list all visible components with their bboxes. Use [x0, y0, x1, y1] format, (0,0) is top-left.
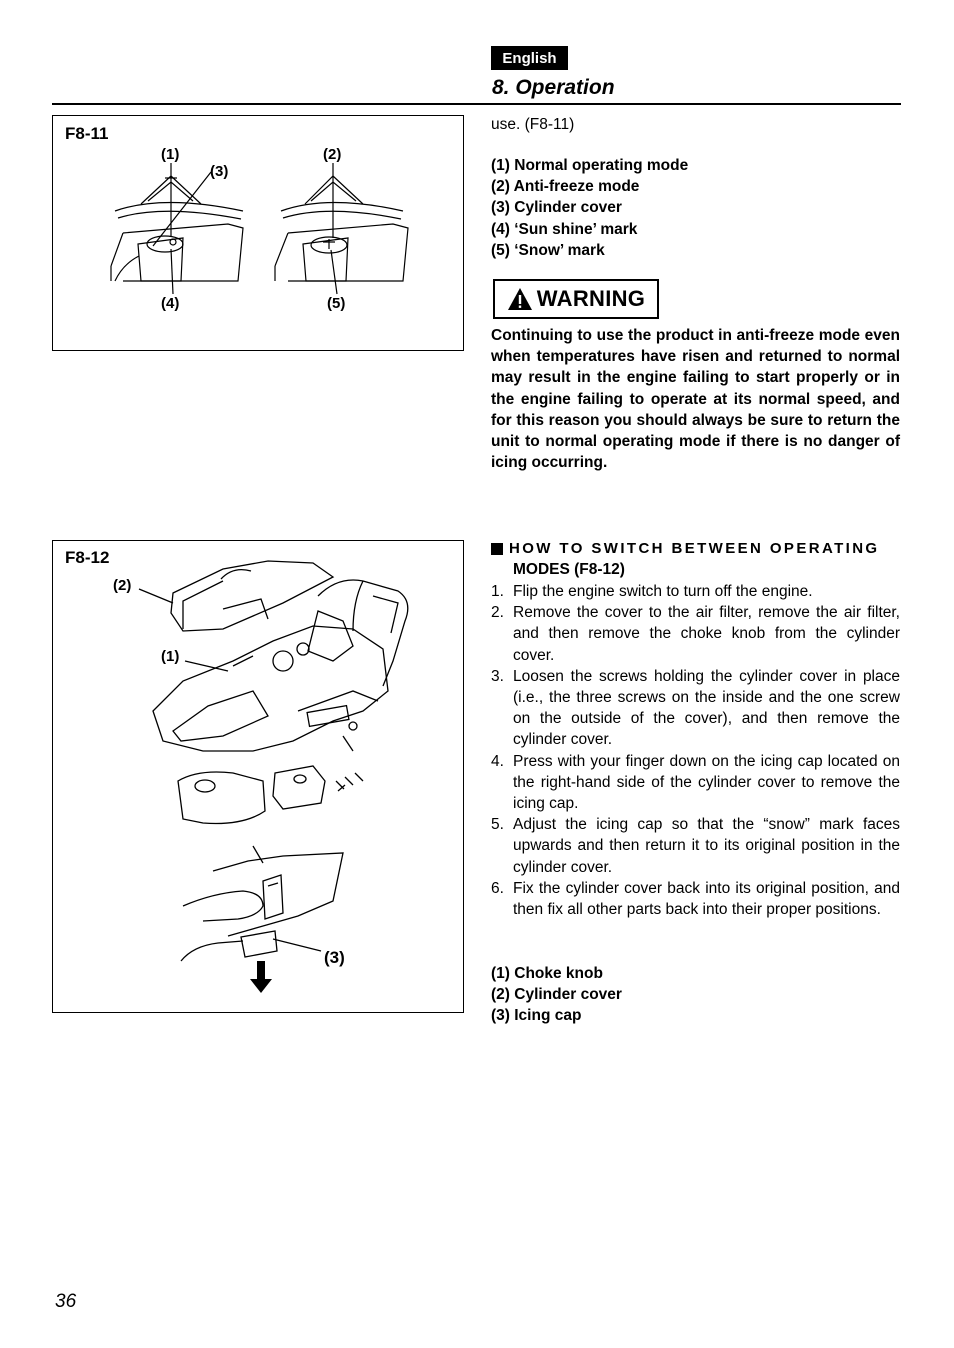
- legend-item: (2) Cylinder cover: [491, 986, 622, 1004]
- step-text: Press with your finger down on the icing cap located on the right-hand side of the cylinder cover to remove the icing cap.: [513, 752, 900, 813]
- callout-3: (3): [210, 163, 229, 180]
- step-number: 2.: [491, 604, 504, 622]
- callout-2: (2): [323, 146, 342, 163]
- callout-4: (4): [161, 295, 180, 312]
- step-text: Remove the cover to the air filter, remove the air filter, and then remove the choke knob from the cylinder cover.: [513, 604, 900, 664]
- step-item: [491, 602, 900, 666]
- callout-1: (1): [161, 648, 180, 665]
- callout-1: (1): [161, 146, 180, 163]
- callout-3: (3): [324, 948, 345, 967]
- howto-steps: [491, 581, 900, 920]
- step-item: [491, 878, 900, 920]
- legend-f8-12: [491, 963, 900, 1027]
- language-badge: English: [491, 46, 568, 70]
- howto-heading-line2: MODES (F8-12): [513, 561, 625, 579]
- warning-box: [493, 279, 659, 319]
- step-text: Adjust the icing cap so that the “snow” mark faces upwards and then return it to its original position in the cylinder cover.: [513, 816, 900, 876]
- step-text: Flip the engine switch to turn off the engine.: [513, 583, 813, 600]
- figure-f8-11: [52, 115, 464, 351]
- legend-item: (1) Choke knob: [491, 965, 603, 982]
- legend-item: (4) ‘Sun shine’ mark: [491, 220, 638, 238]
- intro-text: use. (F8-11): [491, 116, 575, 133]
- howto-heading-line1: HOW TO SWITCH BETWEEN OPERATING: [509, 540, 880, 557]
- step-number: 4.: [491, 752, 504, 770]
- legend-item: (1) Normal operating mode: [491, 157, 689, 174]
- warning-title: WARNING: [536, 286, 646, 311]
- callout-2: (2): [113, 577, 132, 594]
- figure-label: F8-11: [65, 124, 109, 143]
- header-rule: [52, 103, 901, 105]
- page-number: 36: [55, 1291, 77, 1312]
- legend-item: (5) ‘Snow’ mark: [491, 241, 605, 259]
- chainsaw-disassembly-illustration: [53, 541, 463, 1012]
- step-number: 1.: [491, 583, 504, 600]
- section-title: 8. Operation: [492, 76, 615, 99]
- howto-heading: [491, 538, 900, 580]
- figure-label: F8-12: [65, 548, 110, 567]
- step-text: Fix the cylinder cover back into its original position, and then fix all other parts back into their proper positions.: [513, 879, 900, 919]
- step-item: [491, 581, 900, 602]
- figure-f8-12: [52, 540, 464, 1013]
- legend-item: (3) Icing cap: [491, 1007, 582, 1025]
- callout-5: (5): [327, 295, 346, 312]
- step-text: Loosen the screws holding the cylinder cover in place (i.e., the three screws on the inside and the one screw on the outside of the cover), and then remove the cylinder cover.: [513, 667, 900, 749]
- step-number: 6.: [491, 879, 504, 897]
- legend-item: (2) Anti-freeze mode: [491, 178, 640, 196]
- cylinder-cover-illustration: [53, 116, 463, 350]
- legend-f8-11: [491, 155, 900, 261]
- step-item: [491, 751, 900, 815]
- step-item: [491, 814, 900, 878]
- step-number: 5.: [491, 816, 504, 834]
- warning-text: Continuing to use the product in anti-freeze mode even when temperatures have risen and returned to normal may result in the engine failing to start properly or in the engine failing to operate at its normal speed, and for this reason you should always be sure to return the unit to normal operating mode if there is no danger of icing occurring.: [491, 327, 900, 472]
- warning-triangle-icon: [507, 287, 533, 311]
- legend-item: (3) Cylinder cover: [491, 199, 622, 217]
- bullet-square-icon: [491, 543, 503, 555]
- step-item: [491, 666, 900, 751]
- step-number: 3.: [491, 667, 504, 685]
